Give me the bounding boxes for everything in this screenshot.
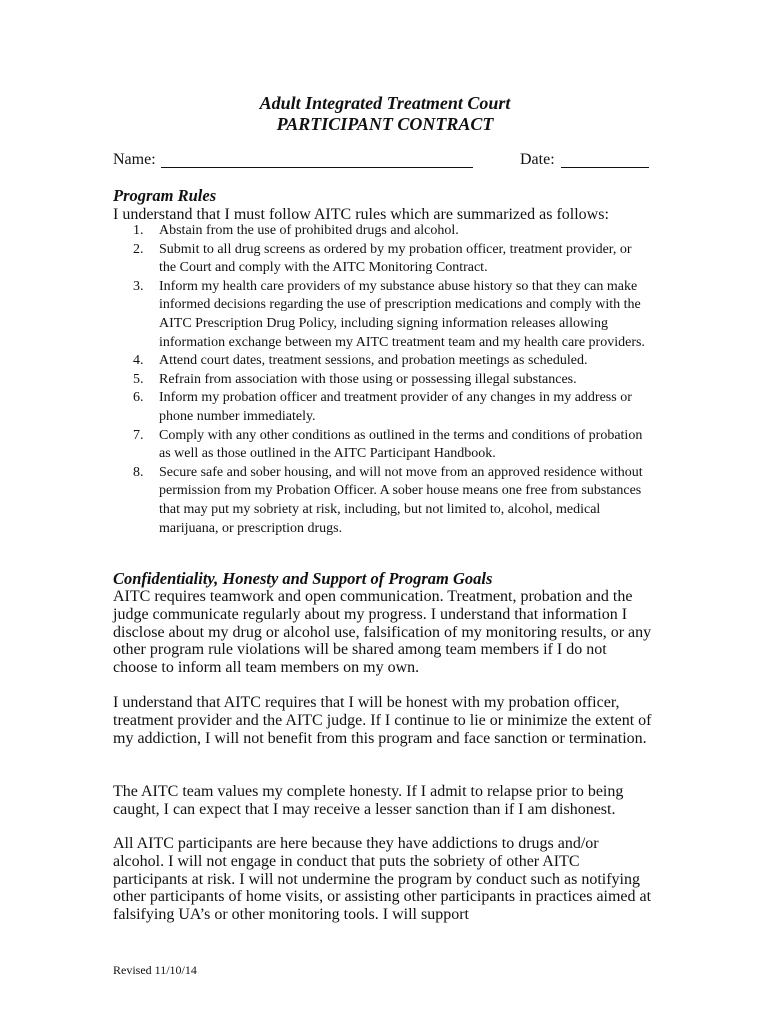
list-item-number: 8. [133,464,144,480]
name-label: Name: [113,151,156,168]
list-item [113,222,648,241]
list-item-number: 1. [133,223,144,238]
date-blank-line [561,167,649,168]
confidentiality-paragraph-honesty: I understand that AITC requires that I will be honest with my probation officer, treatment provider and the AITC judge. If I continue to lie or minimize the extent of my addiction, I will not benefit from this program and face sanction or termination. [113,694,652,747]
document-title: Adult Integrated Treatment Court [259,93,511,113]
confidentiality-paragraph-support: All AITC participants are here because they have addictions to drugs and/or alcohol. I will not engage in conduct that puts the sobriety of other AITC participants at risk. I will not undermine the program by conduct such as notifying other participants of home visits, or assisting other participants in practices aimed at falsifying UA’s or other monitoring tools. I will support [113,835,652,924]
list-item-number: 5. [133,371,144,387]
list-item [113,352,648,371]
list-item [113,427,648,464]
date-label: Date: [520,151,555,168]
list-item [113,371,648,390]
list-item-text: Secure safe and sober housing, and will not move from an approved residence without permission from my Probation Officer. A sober house means one free from substances that may put my sobriety at risk, including, but not limited to, alcohol, medical marijuana, or prescription drugs. [159,464,643,536]
list-item-text: Refrain from association with those using or possessing illegal substances. [159,371,577,387]
confidentiality-heading: Confidentiality, Honesty and Support of Program Goals [113,569,493,588]
list-item-text: Inform my health care providers of my substance abuse history so that they can make informed decisions regarding the use of prescription medications and comply with the AITC Prescription Drug Policy, including signing information releases allowing information exchange between my AITC treatment team and my health care providers. [159,278,645,350]
program-rules-list [113,222,648,538]
confidentiality-paragraph-relapse: The AITC team values my complete honesty. If I admit to relapse prior to being caught, I can expect that I may receive a lesser sanction than if I am dishonest. [113,783,624,818]
list-item-number: 2. [133,241,144,257]
list-item-number: 3. [133,278,144,294]
document-subtitle: PARTICIPANT CONTRACT [276,114,494,134]
list-item-number: 6. [133,390,144,406]
list-item [113,278,648,352]
confidentiality-paragraph-teamwork: AITC requires teamwork and open communication. Treatment, probation and the judge communicate regularly about my progress. I understand that information I disclose about my drug or alcohol use, falsification of my monitoring results, or any other program rule violations will be shared among team members if I do not choose to inform all team members on my own. [113,588,652,677]
list-item [113,464,648,538]
program-rules-heading: Program Rules [113,186,217,205]
list-item-text: Inform my probation officer and treatment provider of any changes in my address or phone number immediately. [159,390,632,424]
list-item-text: Abstain from the use of prohibited drugs and alcohol. [159,223,459,238]
list-item-text: Attend court dates, treatment sessions, and probation meetings as scheduled. [159,353,588,369]
list-item-text: Submit to all drug screens as ordered by my probation officer, treatment provider, or the Court and comply with the AITC Monitoring Contract. [159,241,632,276]
list-item-number: 4. [133,353,144,369]
list-item-text: Comply with any other conditions as outlined in the terms and conditions of probation as well as those outlined in the AITC Participant Handbook. [159,427,643,462]
name-blank-line [161,167,473,168]
list-item-number: 7. [133,427,144,443]
list-item [113,389,648,426]
list-item [113,241,648,278]
program-rules-intro: I understand that I must follow AITC rules which are summarized as follows: [113,206,609,223]
revision-footer: Revised 11/10/14 [113,963,197,977]
